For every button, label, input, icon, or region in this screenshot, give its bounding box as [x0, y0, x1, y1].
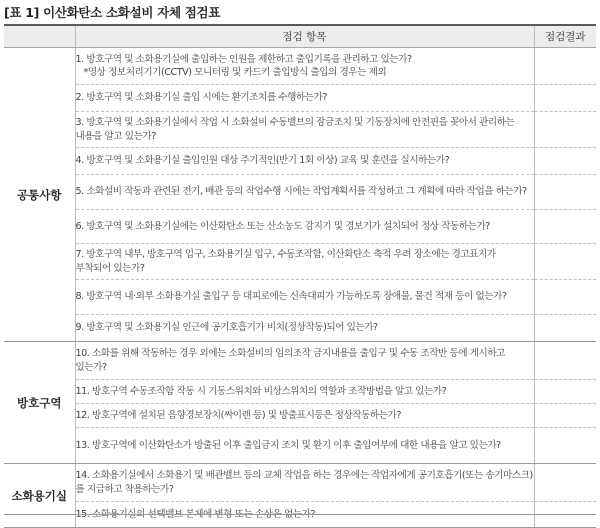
result-cell-7[interactable]	[534, 244, 596, 280]
result-cell-12[interactable]	[534, 404, 596, 428]
table-row	[4, 148, 596, 175]
table-row	[4, 112, 596, 148]
result-cell-2[interactable]	[534, 85, 596, 112]
table-row	[4, 315, 596, 342]
check-item-3: 3. 방호구역 및 소화용기실에서 작업 시 소화설비 수동밸브의 잠금조치 및 기동장치에 안전핀을 꽂아서 관리하는 내용을 알고 있는가?	[75, 112, 534, 148]
result-cell-1[interactable]	[534, 48, 596, 85]
check-item-5: 5. 소화설비 작동과 관련된 전기, 배관 등의 작업수행 시에는 작업계획서를 작성하고 그 계획에 따라 작업을 하는가?	[75, 175, 534, 210]
result-cell-8[interactable]	[534, 280, 596, 315]
table-row	[4, 380, 596, 404]
table-row	[4, 464, 596, 502]
result-cell-9[interactable]	[534, 315, 596, 342]
check-item-text: 1. 방호구역 및 소화용기실에 출입하는 인원을 제한하고 출입기록을 관리하고 있는가?	[75, 53, 412, 65]
check-item-7: 7. 방호구역 내부, 방호구역 입구, 소화용기실 입구, 수동조작함, 이산화탄소 축적 우려 장소에는 경고표지가 부착되어 있는가?	[75, 244, 534, 280]
check-item-6: 6. 방호구역 및 소화용기실에는 이산화탄소 또는 산소농도 감지기 및 경보기가 설치되어 정상 작동하는가?	[75, 210, 534, 244]
table-row	[4, 175, 596, 210]
check-item-10: 10. 소화를 위해 작동하는 경우 외에는 소화설비의 임의조작 금지내용을 출입구 및 수동 조작반 등에 게시하고 있는가?	[75, 342, 534, 380]
table-row	[4, 244, 596, 280]
table-row	[4, 210, 596, 244]
check-item-note: *영상 정보처리기기(CCTV) 모니터링 및 카드키 출입방식 출입의 경우는 제외	[83, 67, 387, 78]
result-header: 점검결과	[534, 25, 596, 48]
category-common: 공통사항	[4, 48, 75, 342]
check-item-8: 8. 방호구역 내·외부 소화용기실 출입구 등 대피로에는 신속대피가 가능하도록 장애물, 물건 적재 등이 없는가?	[75, 280, 534, 315]
category-cylinder-room: 소화용기실	[4, 464, 75, 528]
category-protection-zone: 방호구역	[4, 342, 75, 464]
result-cell-4[interactable]	[534, 148, 596, 175]
result-cell-10[interactable]	[534, 342, 596, 380]
check-item-14: 14. 소화용기실에서 소화용기 및 배관밸브 등의 교체 작업을 하는 경우에는 작업자에게 공기호흡기(또는 송기마스크)를 지급하고 착용하는가?	[75, 464, 534, 502]
table-row	[4, 48, 596, 85]
table-row	[4, 428, 596, 464]
table-row	[4, 404, 596, 428]
check-item-13: 13. 방호구역에 이산화탄소가 방출된 이후 출입금지 조치 및 환기 이후 출입여부에 대한 내용을 알고 있는가?	[75, 428, 534, 464]
table-row	[4, 342, 596, 380]
check-item-9: 9. 방호구역 및 소화용기실 인근에 공기호흡기가 비치(정상작동)되어 있는가?	[75, 315, 534, 342]
check-item-12: 12. 방호구역에 설치된 음향경보장치(싸이렌 등) 및 방출표시등은 정상작동하는가?	[75, 404, 534, 428]
check-item-4: 4. 방호구역 및 소화용기실 출입인원 대상 주기적인(반기 1회 이상) 교육 및 훈련을 실시하는가?	[75, 148, 534, 175]
item-header: 점검 항목	[75, 25, 534, 48]
result-cell-6[interactable]	[534, 210, 596, 244]
result-cell-11[interactable]	[534, 380, 596, 404]
check-item-15: 15. 소화용기실의 선택밸브 본체에 변형 또는 손상은 없는가?	[75, 502, 534, 528]
header-row	[4, 25, 596, 48]
result-cell-3[interactable]	[534, 112, 596, 148]
table-caption: [표 1] 이산화탄소 소화설비 자체 점검표	[4, 5, 221, 20]
table-row	[4, 85, 596, 112]
result-cell-14[interactable]	[534, 464, 596, 502]
category-header	[4, 25, 75, 48]
result-cell-13[interactable]	[534, 428, 596, 464]
check-item-2: 2. 방호구역 및 소화용기실 출입 시에는 환기조치를 수행하는가?	[75, 85, 534, 112]
table-row	[4, 280, 596, 315]
inspection-table	[4, 24, 596, 528]
bottom-divider	[4, 514, 596, 515]
check-item-11: 11. 방호구역 수동조작함 작동 시 기동스위치와 비상스위치의 역할과 조작방법을 알고 있는가?	[75, 380, 534, 404]
check-item-1	[75, 48, 534, 85]
result-cell-5[interactable]	[534, 175, 596, 210]
